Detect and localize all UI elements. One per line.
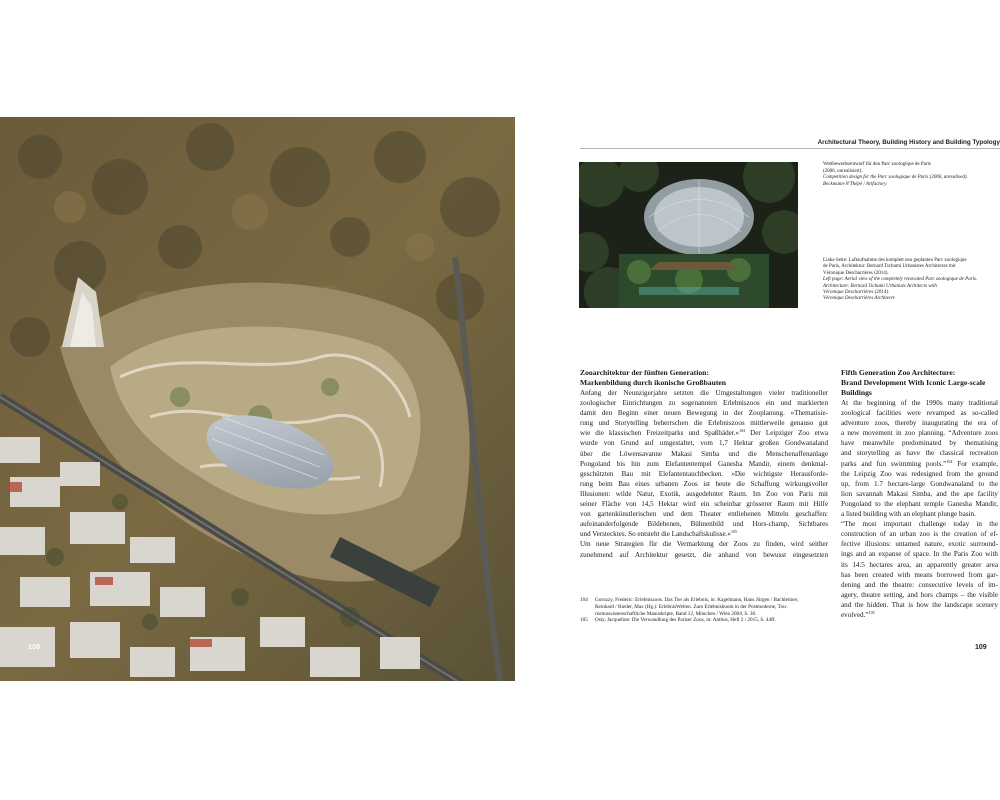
greenhouse-rendering-image xyxy=(579,162,798,308)
body-line: Um neue Strategien für die Vermarktung der Zoos zu finden, wird seither xyxy=(580,540,828,549)
competition-rendering-photo xyxy=(579,162,798,308)
footnote-104 xyxy=(580,597,828,604)
body-line: über die Löwensavanne Makasi Simba und die Menschenaffenanlage xyxy=(580,449,828,458)
caption-line: Linke Seite: Luftaufnahme des komplett neu geplanten Parc zoologique xyxy=(823,258,967,263)
body-line: the Leipzig Zoo was redesigned from the ground xyxy=(841,469,998,478)
body-line: damit den Beginn einer neuen Bewegung in der Zooplanung. »Thematisie- xyxy=(580,409,828,418)
aerial-zoo-image xyxy=(0,117,515,681)
caption-credit: Véronique Descharrières Architecte xyxy=(823,296,895,302)
body-text: wie die klassischen Freizeitparks und Spaßbäder.« xyxy=(580,429,740,438)
body-text: parks and fun swimming pools.” xyxy=(841,459,947,468)
body-line: aufeinanderfolgende Bildebenen, Bühnenbild und Hors-champ, Sichtbares xyxy=(580,520,828,529)
footnote-text: Gorozzy, Frederic: Erlebniszoos. Das Tier als Erlebnis, in: Kagelmann, Hans Jürgen / Bachleitner, xyxy=(595,597,799,603)
german-heading-line: Zooarchitektur der fünften Generation: xyxy=(580,368,709,377)
body-line: agery, theatre setting, and hors champs – the visible xyxy=(841,590,998,599)
body-line: up, from 1.7 hectare-large Gondwanaland to the xyxy=(841,479,998,488)
body-line xyxy=(841,459,998,469)
footnote-105 xyxy=(580,617,828,624)
footnote-ref: 105 xyxy=(730,529,737,535)
english-heading-line: Fifth Generation Zoo Architecture: xyxy=(841,368,956,377)
body-text: For example, xyxy=(952,459,998,468)
english-heading-line: Buildings xyxy=(841,388,872,397)
body-line: rung und Storytelling beherrschen die Erlebniszoos mittlerweile genauso gut xyxy=(580,419,828,428)
german-text-column xyxy=(580,368,828,560)
body-line xyxy=(580,428,828,438)
body-text: evolved.” xyxy=(841,610,869,619)
footnote-ref: 105 xyxy=(868,609,875,615)
header-rule xyxy=(580,148,1000,149)
english-text-column xyxy=(841,368,998,620)
body-line: a new movement in zoo planning. “Adventure zoos xyxy=(841,429,998,438)
body-line: fective illusions: untamed nature, exotic surround- xyxy=(841,540,998,549)
footnotes xyxy=(580,597,828,624)
caption-line: Wettbewerbsentwurf für den Parc zoologique de Paris xyxy=(823,162,931,167)
body-line: a listed building with an elephant plunge basin. xyxy=(841,510,976,519)
body-line: seiner Fläche von 14,5 Hektar wird ein scheinbar grösserer Raum mit Hilfe xyxy=(580,500,828,509)
body-line: geschützten Bau mit Elefantentauchbecken. »Die wichtigste Herausforde- xyxy=(580,469,828,478)
body-text: und Verstecktes. So entsteht die Landschaftskulisse.« xyxy=(580,530,731,539)
english-heading-line: Brand Development With Iconic Large-scale xyxy=(841,378,986,387)
footnote-line: rismuswissenschaftliche Manuskripte, Band 12, München / Wien 2004, S. 36. xyxy=(595,610,757,617)
body-line xyxy=(841,610,998,620)
body-line: and the hidden. That is how the landscape scenery xyxy=(841,600,998,609)
footnote-number: 105 xyxy=(580,617,588,624)
body-line: zoologischer Einrichtungen zu sogenannten Erlebniszoos ein und markierten xyxy=(580,399,828,408)
body-line: dening and the theatre: consecutive levels of im- xyxy=(841,580,998,589)
aerial-zoo-photo xyxy=(0,117,515,681)
body-line: von gartenkünstlerischen und dem Theater entliehenen Mitteln geschaffen: xyxy=(580,510,828,519)
body-line: lion savannah Makasi Simba, and the ape facility xyxy=(841,489,998,498)
caption-top xyxy=(823,162,998,188)
footnote-ref: 104 xyxy=(739,428,746,434)
body-line: Anfang der Neunzigerjahre setzten die Umgestaltungen vieler traditioneller xyxy=(580,389,828,397)
body-line: have meanwhile predominated by thematising xyxy=(841,439,998,448)
body-line: Illusionen: wilde Natur, Exotik, ausgedehnter Raum. Im Zoo von Paris mit xyxy=(580,489,828,498)
footnote-number: 104 xyxy=(580,597,588,603)
page-number-right: 109 xyxy=(975,644,987,651)
body-line: construction of an urban zoo is the creation of ef- xyxy=(841,530,998,539)
footnote-text: Osty, Jacqueline: Die Verwandlung des Pariser Zoos, in: Anthos, Heft 2 / 2015, S. 44ff. xyxy=(595,617,776,624)
caption-credit: Beckmann-N'Thépé / Artfactory xyxy=(823,181,887,187)
body-line: its 14.5 hectares area, an apparently greater area xyxy=(841,560,998,569)
body-line: At the beginning of the 1990s many traditional xyxy=(841,399,998,407)
caption-line: Architecture: Bernard Tschumi Urbanists Architects with xyxy=(823,283,937,289)
caption-line: Véronique Descharrières (2014). xyxy=(823,290,890,296)
body-line: adventure zoos, thereby inaugurating the era of xyxy=(841,419,998,428)
footnote-ref: 104 xyxy=(946,458,953,464)
body-line: Pongoland bis hin zum Elefantentempel Ganesha Mandir, einem denkmal- xyxy=(580,459,828,468)
body-line: “The most important challenge today in the xyxy=(841,520,998,529)
body-line xyxy=(580,529,828,539)
footnote-line: Reinhard / Rieder, Max (Hg.): ErlebnisWelten. Zum Erlebnisboom in der Postmoderne, Tou- xyxy=(595,603,788,610)
running-head: Architectural Theory, Building History and Building Typology xyxy=(817,139,1000,146)
caption-bottom xyxy=(823,258,1000,303)
page-number-left: 108 xyxy=(28,644,41,651)
body-line: ings and an expanse of space. In the Paris Zoo with xyxy=(841,550,998,559)
body-line: wurde von Grund auf umgestaltet, vom 1,7 Hektar großen Gondwanaland xyxy=(580,439,828,448)
caption-line: Véronique Descharrières (2014). xyxy=(823,270,889,276)
caption-line: de Paris, Architektur: Bernard Tschumi Urbanistes Architectes mit xyxy=(823,264,956,270)
caption-line: (2006, unrealisiert). xyxy=(823,168,863,174)
body-text: Der Leipziger Zoo etwa xyxy=(745,429,828,438)
body-line: rung beim Bau eines urbanen Zoos ist heute die Schaffung wirkungsvoller xyxy=(580,479,828,488)
german-heading-line: Markenbildung durch ikonische Großbauten xyxy=(580,378,726,387)
body-line: zoological facilities were revamped as so-called xyxy=(841,409,998,418)
caption-line: Left page: Aerial view of the completely renovated Parc zoologique de Paris. xyxy=(823,277,978,283)
caption-line: Competition design for the Parc zoologique de Paris (2006, unrealised). xyxy=(823,175,968,181)
body-line: zunehmend auf Architektur gesetzt, die anhand von bewusst eingesetzten xyxy=(580,550,828,559)
body-line: Pongoland to the elephant temple Ganesha Mandir, xyxy=(841,499,998,508)
body-line: and storytelling as have the classical recreation xyxy=(841,449,998,458)
body-line: has been created with means borrowed from gar- xyxy=(841,570,998,579)
